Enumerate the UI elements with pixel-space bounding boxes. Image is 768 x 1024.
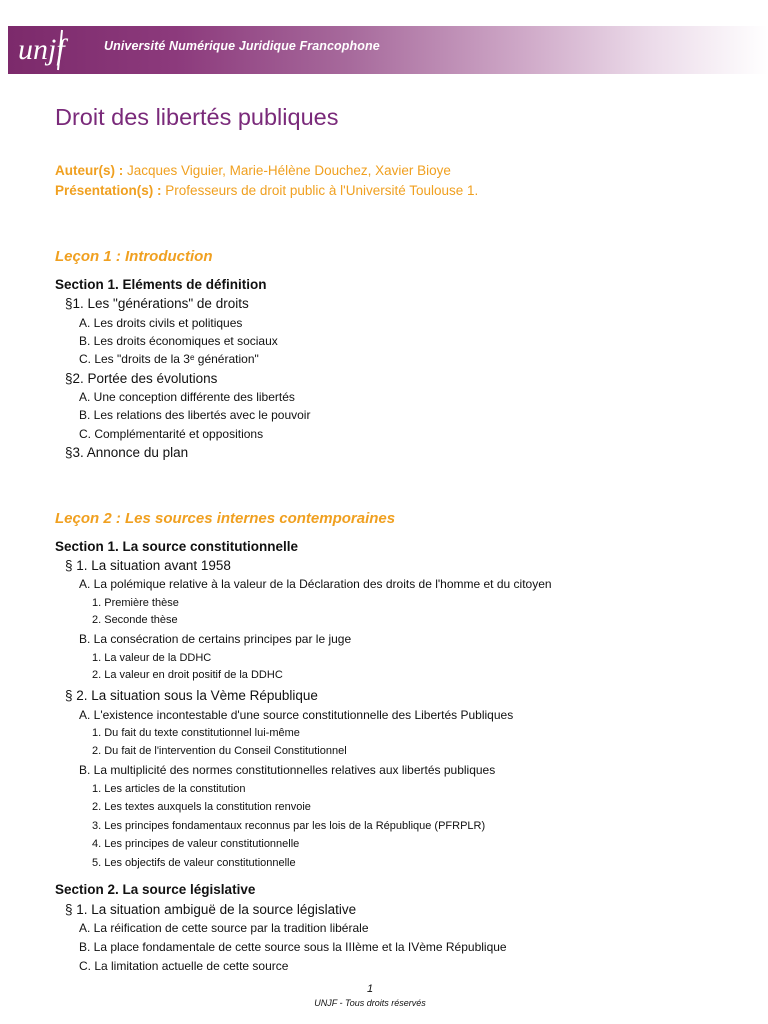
unjf-logo-icon — [14, 26, 96, 74]
section-title: Section 1. La source constitutionnelle — [55, 539, 299, 554]
paragraph-title: §1. Les "générations" de droits — [65, 296, 249, 311]
section-title: Section 2. La source législative — [55, 882, 256, 897]
page-number: 1 — [366, 983, 374, 995]
outline-subitem: 3. Les principes fondamentaux reconnus par les lois de la République (PFRPLR) — [92, 820, 486, 832]
outline-subitem: 2. Du fait de l'intervention du Conseil Constitutionnel — [92, 745, 347, 757]
outline-item: A. Une conception différente des libertés — [79, 390, 295, 404]
outline-subitem: 1. La valeur de la DDHC — [92, 652, 212, 664]
presentation-value: Professeurs de droit public à l'Université Toulouse 1. — [165, 183, 479, 198]
outline-subitem: 1. Les articles de la constitution — [92, 783, 246, 795]
footer-copyright: UNJF - Tous droits réservés — [314, 998, 426, 1008]
outline-subitem: 5. Les objectifs de valeur constitutionnelle — [92, 857, 296, 869]
outline-item: A. Les droits civils et politiques — [79, 316, 243, 330]
lesson-1-title: Leçon 1 : Introduction — [55, 248, 213, 265]
presentation-line — [55, 183, 478, 198]
outline-item: B. La place fondamentale de cette source sous la IIIème et la IVème République — [79, 940, 507, 954]
authors-label: Auteur(s) : — [55, 163, 124, 178]
outline-subitem: 2. Seconde thèse — [92, 614, 178, 626]
outline-item: A. L'existence incontestable d'une source constitutionnelle des Libertés Publiques — [79, 708, 514, 722]
outline-item: A. La polémique relative à la valeur de la Déclaration des droits de l'homme et du citoyen — [79, 577, 552, 591]
outline-item: B. Les droits économiques et sociaux — [79, 334, 278, 348]
outline-item: C. Les "droits de la 3ᵉ génération" — [79, 352, 259, 366]
outline-item: C. Complémentarité et oppositions — [79, 427, 264, 441]
lesson-2-title: Leçon 2 : Les sources internes contemporaines — [55, 510, 396, 527]
logo-text: unjf — [18, 33, 65, 66]
outline-item: C. La limitation actuelle de cette source — [79, 959, 289, 973]
paragraph-title: §2. Portée des évolutions — [65, 371, 218, 386]
outline-subitem: 2. La valeur en droit positif de la DDHC — [92, 669, 283, 681]
authors-line — [55, 163, 451, 178]
outline-item: B. La consécration de certains principes par le juge — [79, 632, 352, 646]
paragraph-title: § 2. La situation sous la Vème République — [65, 688, 318, 703]
outline-item: B. La multiplicité des normes constitutionnelles relatives aux libertés publiques — [79, 763, 496, 777]
paragraph-title: § 1. La situation ambiguë de la source législative — [65, 902, 357, 917]
section-title: Section 1. Eléments de définition — [55, 277, 267, 292]
page-title: Droit des libertés publiques — [55, 104, 339, 130]
outline-item: A. La réification de cette source par la tradition libérale — [79, 921, 369, 935]
paragraph-title: § 1. La situation avant 1958 — [65, 558, 231, 573]
presentation-label: Présentation(s) : — [55, 183, 162, 198]
authors-value: Jacques Viguier, Marie-Hélène Douchez, Xavier Bioye — [127, 163, 451, 178]
header-banner — [8, 26, 768, 74]
outline-subitem: 1. Du fait du texte constitutionnel lui-même — [92, 727, 300, 739]
outline-subitem: 2. Les textes auxquels la constitution renvoie — [92, 801, 311, 813]
outline-subitem: 1. Première thèse — [92, 597, 179, 609]
outline-subitem: 4. Les principes de valeur constitutionnelle — [92, 838, 300, 850]
outline-item: B. Les relations des libertés avec le pouvoir — [79, 408, 311, 422]
paragraph-title: §3. Annonce du plan — [65, 445, 189, 460]
institution-name: Université Numérique Juridique Francophone — [104, 39, 380, 53]
